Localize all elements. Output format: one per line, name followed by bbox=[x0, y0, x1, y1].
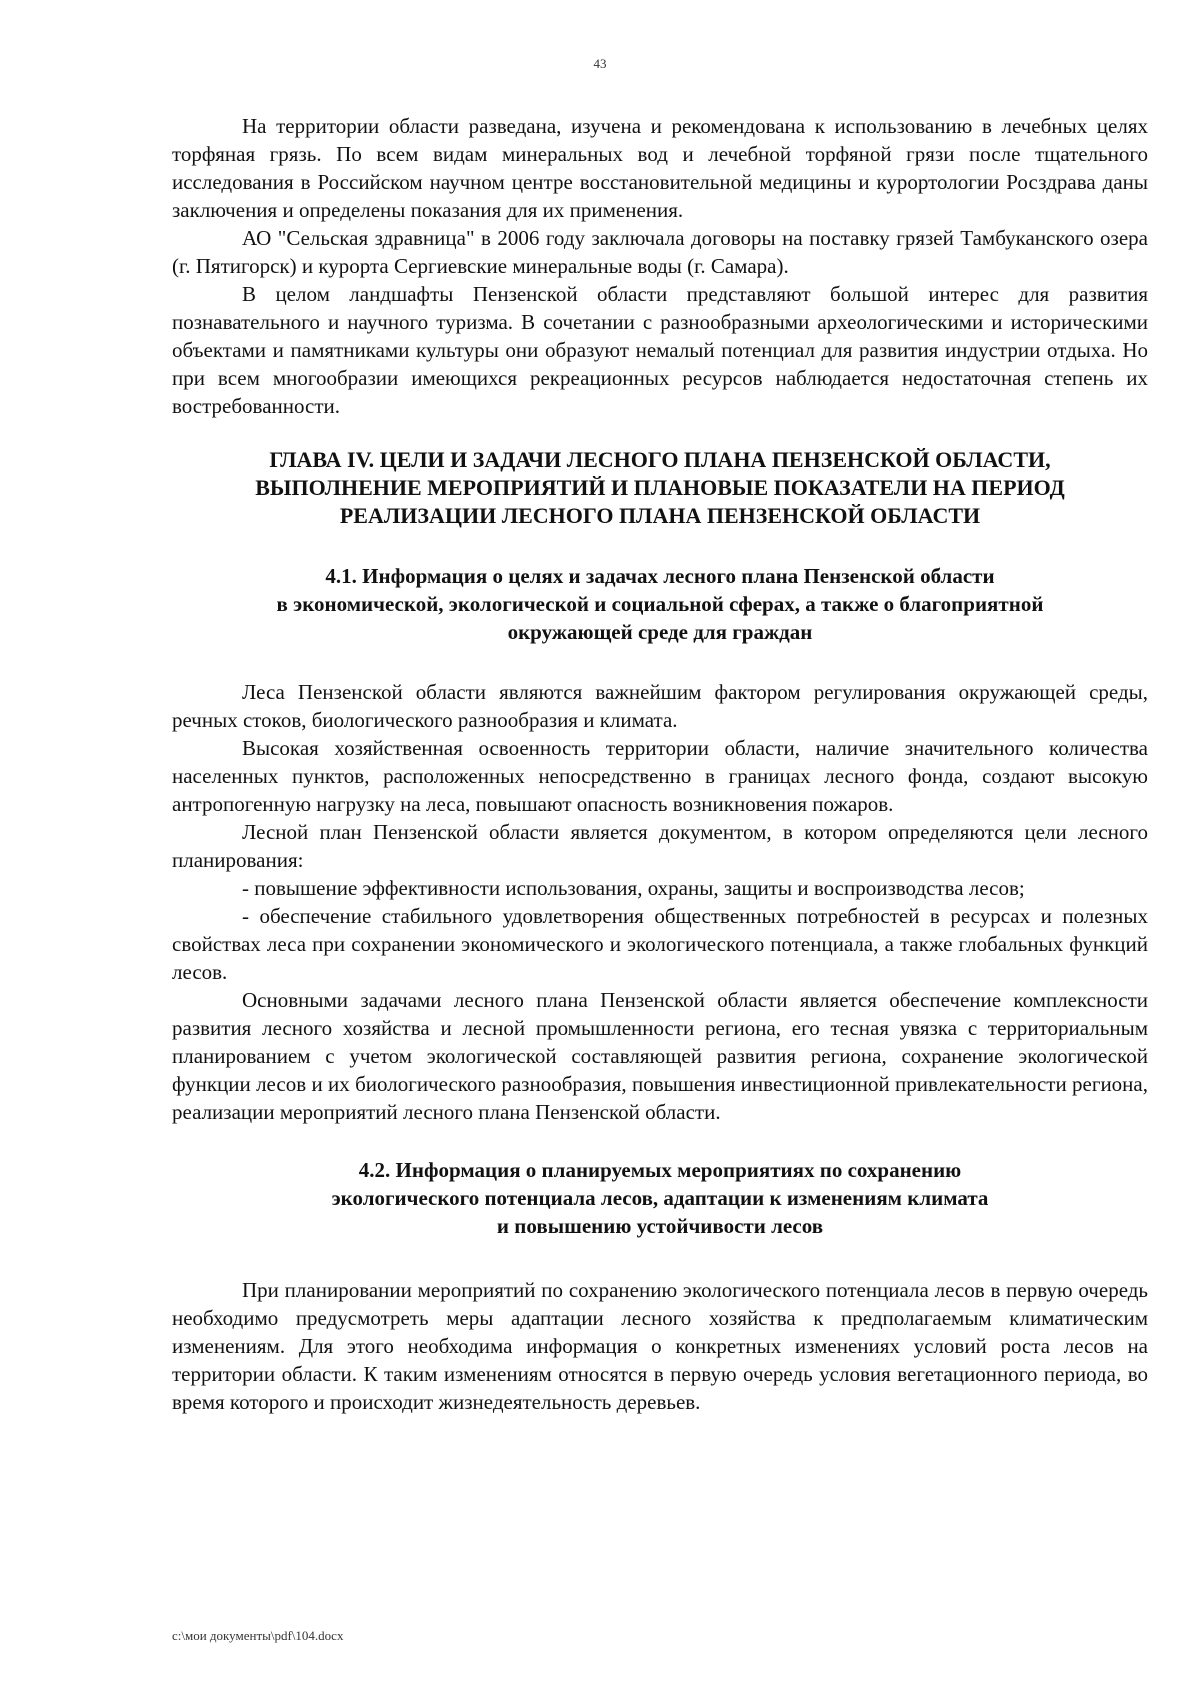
section-title-line: окружающей среде для граждан bbox=[507, 620, 813, 644]
section-title-line: 4.2. Информация о планируемых мероприятиях по сохранению bbox=[358, 1158, 962, 1182]
chapter-title-line: РЕАЛИЗАЦИИ ЛЕСНОГО ПЛАНА ПЕНЗЕНСКОЙ ОБЛАСТИ bbox=[339, 503, 981, 528]
chapter-title-line: ГЛАВА IV. ЦЕЛИ И ЗАДАЧИ ЛЕСНОГО ПЛАНА ПЕНЗЕНСКОЙ ОБЛАСТИ, bbox=[269, 447, 1051, 472]
section-4-1-paragraph: Лесной план Пензенской области является документом, в котором определяются цели лесного планирования: bbox=[172, 820, 1148, 872]
list-item: - обеспечение стабильного удовлетворения общественных потребностей в ресурсах и полезных свойствах леса при сохранении экономического и экологического потенциала, а также глобальных функций лесов. bbox=[172, 904, 1148, 984]
footer-file-path: c:\мои документы\pdf\104.docx bbox=[172, 1628, 344, 1643]
intro-paragraph: В целом ландшафты Пензенской области представляют большой интерес для развития познавательного и научного туризма. В сочетании с разнообразными археологическими и историческими объектами и памятниками культуры они образуют немалый потенциал для развития индустрии отдыха. Но при всем многообразии имеющихся рекреационных ресурсов наблюдается недостаточная степень их востребованности. bbox=[172, 282, 1148, 418]
section-title-line: и повышению устойчивости лесов bbox=[496, 1214, 824, 1238]
intro-paragraph: АО "Сельская здравница" в 2006 году заключала договоры на поставку грязей Тамбуканского озера (г. Пятигорск) и курорта Сергиевские минеральные воды (г. Самара). bbox=[172, 226, 1148, 278]
chapter-title bbox=[172, 446, 1148, 530]
section-4-1-paragraph: Основными задачами лесного плана Пензенской области является обеспечение комплексности развития лесного хозяйства и лесной промышленности региона, его тесная увязка с территориальным планированием с учетом экологической составляющей развития региона, сохранение экологической функции лесов и их биологического разнообразия, повышения инвестиционной привлекательности региона, реализации мероприятий лесного плана Пензенской области. bbox=[172, 988, 1148, 1124]
section-4-2-title bbox=[172, 1156, 1148, 1240]
page-number: 43 bbox=[593, 56, 607, 71]
intro-paragraph: На территории области разведана, изучена и рекомендована к использованию в лечебных целях торфяная грязь. По всем видам минеральных вод и лечебной торфяной грязи после тщательного исследования в Российском научном центре восстановительной медицины и курортологии Росздрава даны заключения и определены показания для их применения. bbox=[172, 114, 1148, 222]
list-item: - повышение эффективности использования, охраны, защиты и воспроизводства лесов; bbox=[242, 876, 1025, 900]
section-4-1-paragraph: Высокая хозяйственная освоенность территории области, наличие значительного количества населенных пунктов, расположенных непосредственно в границах лесного фонда, создают высокую антропогенную нагрузку на леса, повышают опасность возникновения пожаров. bbox=[172, 736, 1148, 816]
section-4-2-paragraph: При планировании мероприятий по сохранению экологического потенциала лесов в первую очередь необходимо предусмотреть меры адаптации лесного хозяйства к предполагаемым климатическим изменениям. Для этого необходима информация о конкретных изменениях условий роста лесов на территории области. К таким изменениям относятся в первую очередь условия вегетационного периода, во время которого и происходит жизнедеятельность деревьев. bbox=[172, 1278, 1148, 1414]
section-title-line: 4.1. Информация о целях и задачах лесного плана Пензенской области bbox=[325, 564, 995, 588]
section-4-1-paragraph: Леса Пензенской области являются важнейшим фактором регулирования окружающей среды, речных стоков, биологического разнообразия и климата. bbox=[172, 680, 1148, 732]
section-title-line: в экономической, экологической и социальной сферах, а также о благоприятной bbox=[276, 592, 1044, 616]
document-body bbox=[172, 112, 1148, 1416]
section-4-1-title bbox=[172, 562, 1148, 646]
chapter-title-line: ВЫПОЛНЕНИЕ МЕРОПРИЯТИЙ И ПЛАНОВЫЕ ПОКАЗАТЕЛИ НА ПЕРИОД bbox=[255, 475, 1065, 500]
section-title-line: экологического потенциала лесов, адаптации к изменениям климата bbox=[331, 1186, 989, 1210]
